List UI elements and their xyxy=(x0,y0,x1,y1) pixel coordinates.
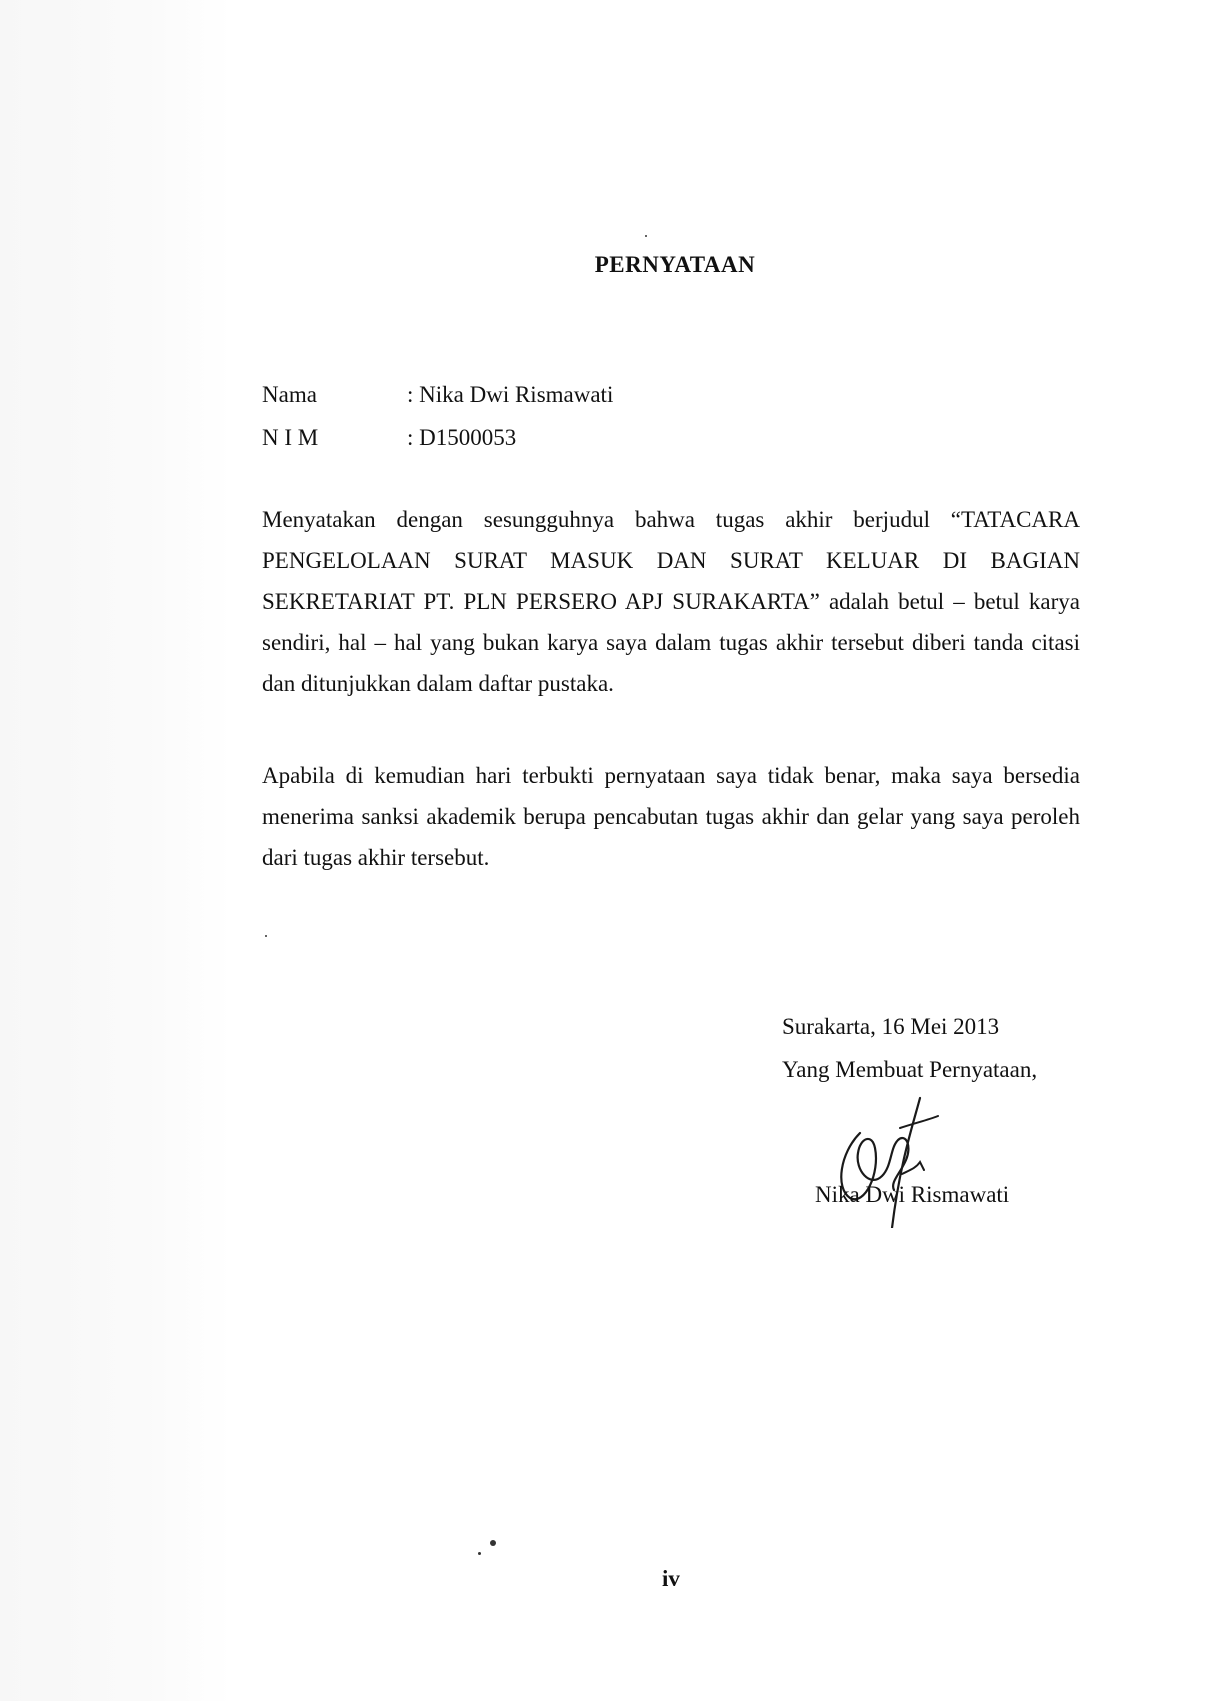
consequence-paragraph: Apabila di kemudian hari terbukti pernyataan saya tidak benar, maka saya bersedia menerima sanksi akademik berupa pencabutan tugas akhir dan gelar yang saya peroleh dari tugas akhir tersebut. xyxy=(262,763,1080,870)
scan-speck xyxy=(265,935,267,937)
signer-name: Nika Dwi Rismawati xyxy=(815,1182,1010,1207)
statement-paragraph: Menyatakan dengan sesungguhnya bahwa tugas akhir berjudul “TATACARA PENGELOLAAN SURAT MASUK DAN SURAT KELUAR DI BAGIAN SEKRETARIAT PT. PLN PERSERO APJ SURAKARTA” adalah betul – betul karya sendiri, hal – hal yang bukan karya saya dalam tugas akhir tersebut diberi tanda citasi dan ditunjukkan dalam daftar pustaka. xyxy=(262,507,1080,696)
field-label-nama: Nama xyxy=(262,382,317,407)
field-label-nim: N I M xyxy=(262,425,319,450)
document-title: PERNYATAAN xyxy=(594,252,756,277)
place-date: Surakarta, 16 Mei 2013 xyxy=(782,1014,1000,1039)
signer-caption: Yang Membuat Pernyataan, xyxy=(782,1057,1038,1082)
page-number: iv xyxy=(662,1566,680,1591)
field-value-nim: : D1500053 xyxy=(407,425,517,450)
scan-speck xyxy=(645,235,647,237)
scan-speck xyxy=(490,1540,496,1546)
scan-speck xyxy=(478,1552,481,1555)
field-value-nama: : Nika Dwi Rismawati xyxy=(407,382,614,407)
